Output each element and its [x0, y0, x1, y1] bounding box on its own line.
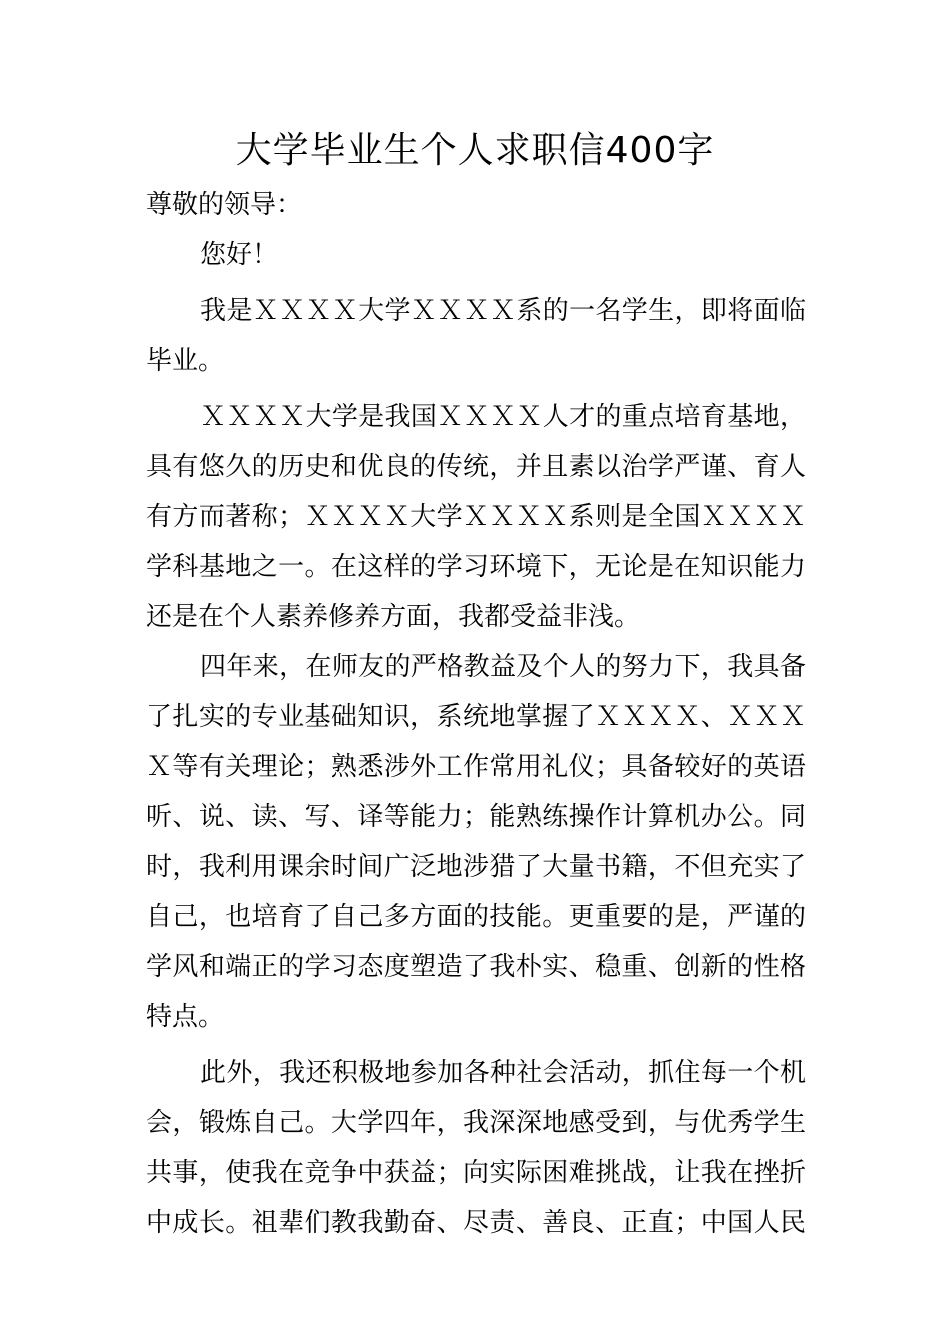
- paragraph-line: 共事，使我在竞争中获益；向实际困难挑战，让我在挫折: [146, 1158, 806, 1188]
- paragraph-line: 四年来，在师友的严格教益及个人的努力下，我具备: [200, 652, 806, 682]
- paragraph-line: 自己，也培育了自己多方面的技能。更重要的是，严谨的: [146, 902, 806, 932]
- paragraph-line: 此外，我还积极地参加各种社会活动，抓住每一个机: [200, 1058, 806, 1088]
- paragraph-line: 毕业。: [146, 346, 225, 376]
- document-title: 大学毕业生个人求职信400字: [235, 130, 715, 171]
- paragraph-line: 学科基地之一。在这样的学习环境下，无论是在知识能力: [146, 552, 806, 582]
- paragraph-line: 听、说、读、写、译等能力；能熟练操作计算机办公。同: [146, 802, 806, 832]
- paragraph-line: 中成长。祖辈们教我勤奋、尽责、善良、正直；中国人民: [146, 1208, 806, 1238]
- paragraph-line: 时，我利用课余时间广泛地涉猎了大量书籍，不但充实了: [146, 852, 806, 882]
- salutation: 尊敬的领导：: [146, 190, 303, 220]
- paragraph-2: [146, 392, 806, 642]
- paragraph-line: 特点。: [146, 1002, 225, 1032]
- letter-body: [146, 180, 806, 1248]
- paragraph-line: 会，锻炼自己。大学四年，我深深地感受到，与优秀学生: [146, 1108, 806, 1138]
- paragraph-line: 了扎实的专业基础知识，系统地掌握了ＸＸＸＸ、ＸＸＸ: [146, 702, 806, 732]
- paragraph-line: 学风和端正的学习态度塑造了我朴实、稳重、创新的性格: [146, 952, 806, 982]
- greeting: 您好！: [200, 240, 279, 270]
- paragraph-line: 具有悠久的历史和优良的传统，并且素以治学严谨、育人: [146, 452, 806, 482]
- paragraph-line: 有方而著称；ＸＸＸＸ大学ＸＸＸＸ系则是全国ＸＸＸＸ: [146, 502, 806, 532]
- paragraph-4: [146, 1048, 806, 1248]
- paragraph-line: Ｘ等有关理论；熟悉涉外工作常用礼仪；具备较好的英语: [146, 752, 806, 782]
- paragraph-1: [146, 286, 806, 386]
- paragraph-3: [146, 642, 806, 1042]
- paragraph-line: ＸＸＸＸ大学是我国ＸＸＸＸ人才的重点培育基地，: [200, 402, 806, 432]
- paragraph-line: 我是ＸＸＸＸ大学ＸＸＸＸ系的一名学生，即将面临: [200, 296, 806, 326]
- paragraph-line: 还是在个人素养修养方面，我都受益非浅。: [146, 602, 641, 632]
